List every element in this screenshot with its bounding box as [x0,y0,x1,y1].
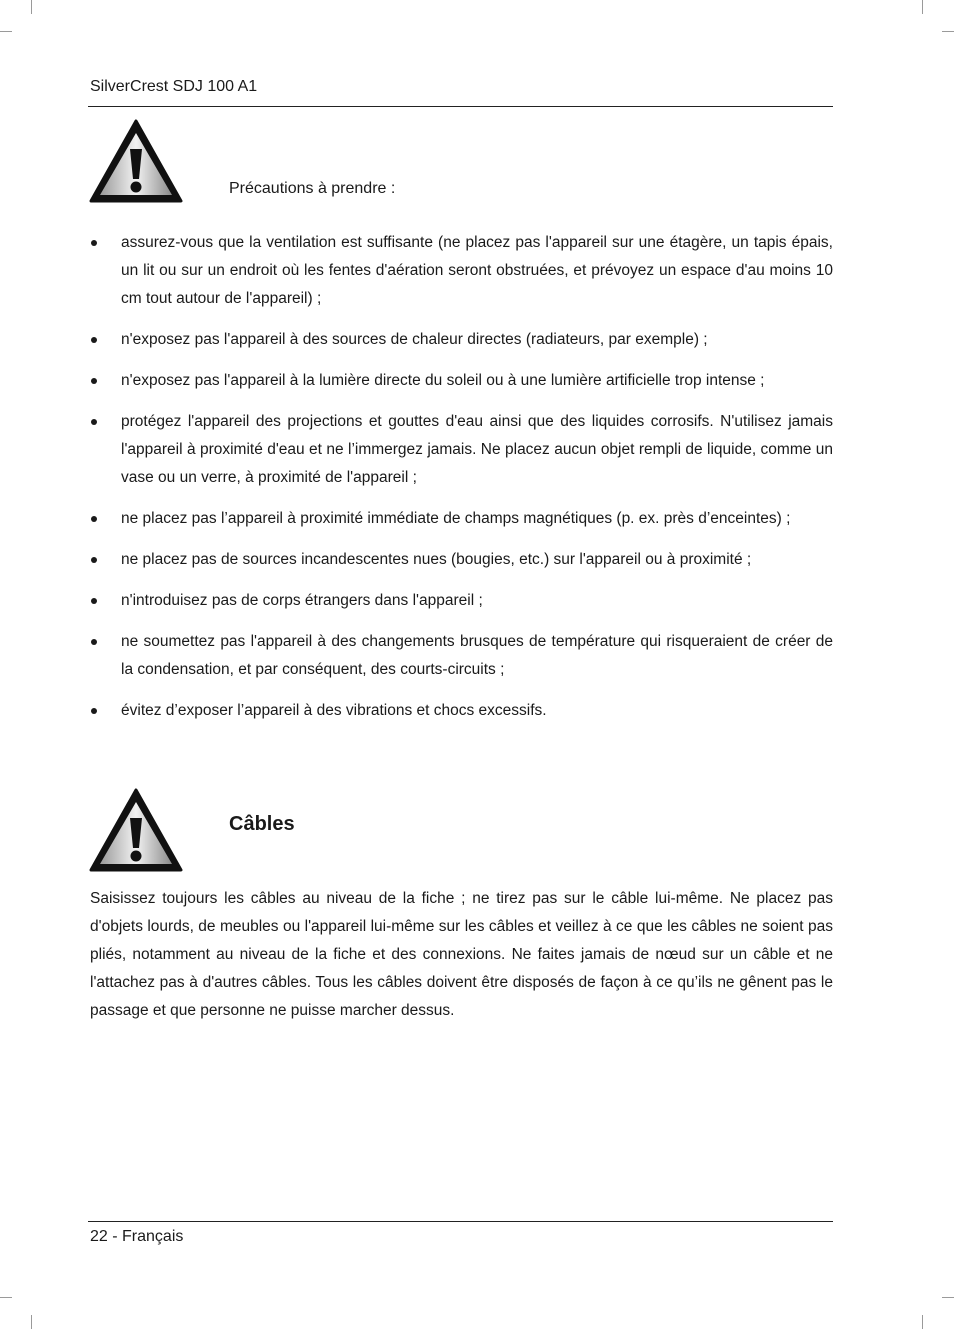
section-title-cables: Câbles [229,813,295,835]
crop-mark [0,31,12,32]
bullet-icon [91,708,97,714]
crop-mark [0,1297,12,1298]
page-footer: 22 - Français [90,1228,184,1245]
precautions-list [90,229,833,738]
warning-triangle-icon [89,119,183,203]
crop-mark [922,0,923,14]
list-item-text: n'introduisez pas de corps étrangers dans l'appareil ; [121,592,483,609]
bullet-icon [91,337,97,343]
list-item-text: ne placez pas de sources incandescentes nues (bougies, etc.) sur l'appareil ou à proximité ; [121,551,752,568]
list-item [90,587,833,615]
footer-divider [88,1221,833,1222]
list-item [90,229,833,313]
cables-paragraph: Saisissez toujours les câbles au niveau de la fiche ; ne tirez pas sur le câble lui-même. Ne placez pas d'objets lourds, de meubles ou l'appareil lui-même sur les câbles et veillez à ce que les câbles ne soient pas pliés, notamment au niveau de la fiche et des connexions. Ne faites jamais de nœud sur un câble et ne l'attachez pas à d'autres câbles. Tous les câbles doivent être disposés de façon à ce qu’ils ne gênent pas le passage et que personne ne puisse marcher dessus. [90,890,833,1019]
header-divider [88,106,833,107]
bullet-icon [91,639,97,645]
bullet-icon [91,378,97,384]
bullet-icon [91,598,97,604]
crop-mark [31,0,32,14]
bullet-icon [91,557,97,563]
crop-mark [942,31,954,32]
list-item [90,546,833,574]
page-header-title: SilverCrest SDJ 100 A1 [90,78,258,95]
list-item-text: n'exposez pas l'appareil à la lumière directe du soleil ou à une lumière artificielle trop intense ; [121,372,765,389]
warning-triangle-icon [89,788,183,872]
list-item-text: n'exposez pas l'appareil à des sources de chaleur directes (radiateurs, par exemple) ; [121,331,708,348]
list-item [90,628,833,684]
list-item-text: assurez-vous que la ventilation est suffisante (ne placez pas l'appareil sur une étagère, un tapis épais, un lit ou sur un endroit où les fentes d'aération seront obstruées, et prévoyez un espace d'au moins 10 cm tout autour de l'appareil) ; [121,234,833,307]
list-item-text: évitez d’exposer l’appareil à des vibrations et chocs excessifs. [121,702,547,719]
list-item-text: protégez l'appareil des projections et gouttes d'eau ainsi que des liquides corrosifs. N'utilisez jamais l'appareil à proximité d'eau et ne l’immergez jamais. Ne placez aucun objet rempli de liquide, comme un vase ou un verre, à proximité de l'appareil ; [121,413,833,486]
list-item [90,408,833,492]
bullet-icon [91,419,97,425]
list-item [90,326,833,354]
crop-mark [31,1315,32,1329]
crop-mark [922,1315,923,1329]
precautions-intro: Précautions à prendre : [229,180,396,197]
crop-mark [942,1297,954,1298]
bullet-icon [91,516,97,522]
bullet-icon [91,240,97,246]
list-item [90,367,833,395]
list-item-text: ne soumettez pas l'appareil à des changements brusques de température qui risqueraient de créer de la condensation, et par conséquent, des courts-circuits ; [121,633,833,678]
list-item [90,505,833,533]
list-item [90,697,833,725]
list-item-text: ne placez pas l’appareil à proximité immédiate de champs magnétiques (p. ex. près d’enceintes) ; [121,510,791,527]
